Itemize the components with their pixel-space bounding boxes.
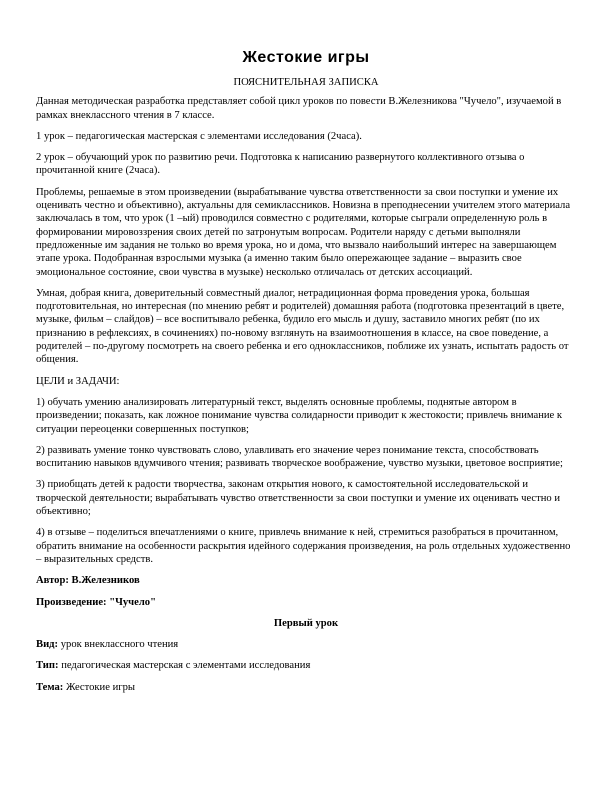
goal-item: 2) развивать умение тонко чувствовать слово, улавливать его значение через понимание текста, способствовать воспитанию навыков вдумчивого чтения; развивать творческое воображение, чувство музыки, цветовое восприятие; (36, 444, 563, 470)
goal-item: 1) обучать умению анализировать литературный текст, выделять основные проблемы, поднятые автором в произведении; показать, как ложное понимание чувства солидарности приводит к жестокости; привлечь внимание к ситуации переоценки совершенных поступков; (36, 396, 563, 435)
lesson-kind-line (36, 638, 576, 651)
document-title: Жестокие игры (242, 49, 370, 66)
lesson-type-label: Тип: (36, 660, 59, 672)
author-label: Автор: (36, 575, 69, 587)
lesson-type-value: педагогическая мастерская с элементами исследования (61, 660, 311, 672)
paragraph: Данная методическая разработка представляет собой цикл уроков по повести В.Железникова "Чучело", изучаемой в рамках внеклассного чтения в 7 классе. (36, 96, 562, 121)
paragraph: Умная, добрая книга, доверительный совместный диалог, нетрадиционная форма проведения урока, большая подготовительная, но интересная (по мнению ребят и родителей) домашняя работа (подготовка презентаций в цвете, музыке, фильм – слайдов) – все воспитывало ребенка, будило его мысль и душу, заставило многих ребят (по их признанию в рефлексиях, в сочинениях) по-новому взглянуть на взаимоотношения в классе, на свое поведение, а родителей – по-другому посмотреть на своего ребенка и его одноклассников, поближе их узнать, испытать радость от общения. (36, 287, 569, 366)
lesson-kind-value: урок внеклассного чтения (60, 639, 179, 651)
work-label: Произведение: (36, 596, 107, 608)
lesson-topic-label: Тема: (36, 681, 64, 693)
lesson-type-line (36, 659, 576, 672)
goals-heading: ЦЕЛИ и ЗАДАЧИ: (36, 375, 120, 387)
goal-item: 4) в отзыве – поделиться впечатлениями о книге, привлечь внимание к ней, стремиться разобраться в прочитанном, обратить внимание на особенности раскрытия идейного содержания произведения, на роль отдельных художественно – выразительных средств. (36, 527, 571, 565)
lesson-topic-line (36, 681, 576, 694)
work-line (36, 596, 576, 609)
lesson-kind-label: Вид: (36, 639, 59, 651)
document-page (36, 48, 576, 702)
paragraph: Проблемы, решаемые в этом произведении (вырабатывание чувства ответственности за свои поступки и умение их оценивать честно и объективно), актуальны для семиклассников. Новизна в преподнесении учителем этого материала заключалась в том, что урок (1 –ый) проводился совместно с родителями, которые сыграли определенную роль в формировании мировоззрения своих детей по затронутым вопросам. Родители наряду с детьми выполняли предложенные им задания не только во время урока, но и дома, что вызвало наибольший интерес на завершающем этапе урока. Подобранная взрослыми музыка (а именно таким было опережающее задание – выразить свое эмоциональное состояние, свои чувства в музыке) несколько отличалась от детских ассоциаций. (36, 186, 571, 278)
work-value: "Чучело" (109, 596, 156, 608)
explanatory-note-heading: ПОЯСНИТЕЛЬНАЯ ЗАПИСКА (233, 77, 379, 88)
lesson-heading: Первый урок (273, 617, 339, 629)
goal-item: 3) приобщать детей к радости творчества, законам открытия нового, к самостоятельной исследовательской и творческой деятельности; вырабатывать чувство ответственности за свои поступки и умение их оценивать честно и объективно; (36, 479, 561, 518)
paragraph: 2 урок – обучающий урок по развитию речи. Подготовка к написанию развернутого коллективного отзыва о прочитанной книге (2часа). (36, 152, 525, 177)
paragraph: 1 урок – педагогическая мастерская с элементами исследования (2часа). (36, 130, 362, 142)
author-value: В.Железников (71, 575, 140, 587)
author-line (36, 574, 576, 587)
lesson-topic-value: Жестокие игры (66, 681, 136, 693)
